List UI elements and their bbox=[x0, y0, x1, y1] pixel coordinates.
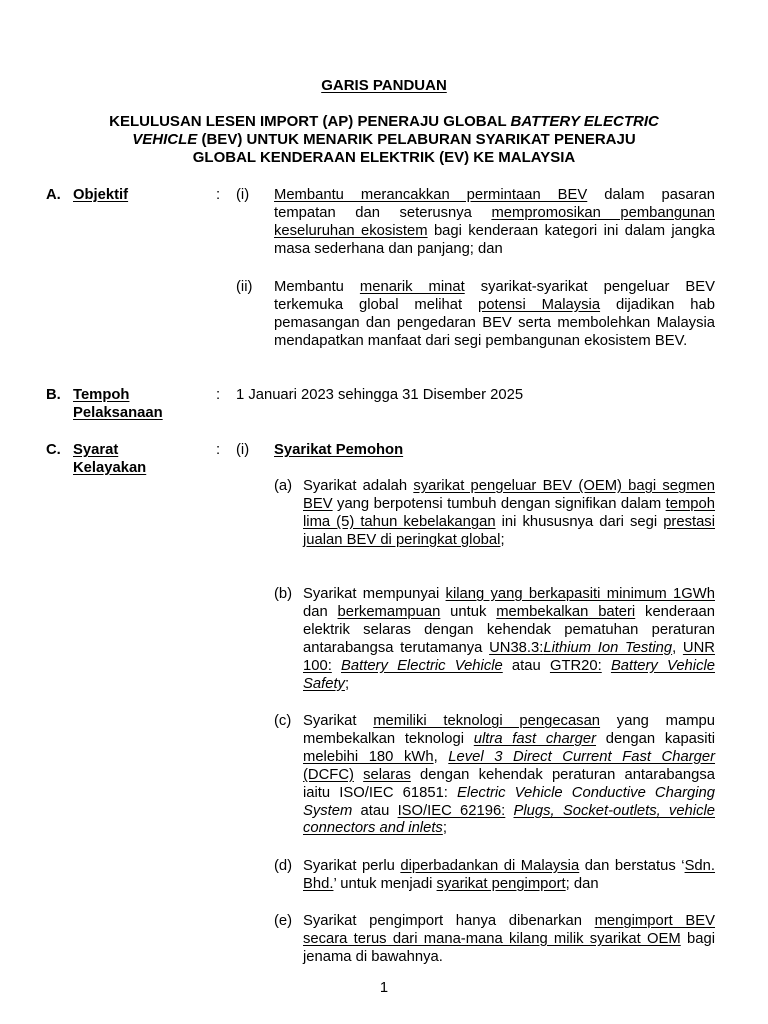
item-e-text: Syarikat pengimport hanya dibenarkan mengimport BEV secara terus dari mana-mana kilang milik syarikat OEM bagi jenama di bawahnya. bbox=[303, 913, 715, 965]
section-a-colon: : bbox=[216, 187, 221, 203]
item-b-label: (b) bbox=[274, 586, 293, 602]
item-a-label: (a) bbox=[274, 478, 293, 494]
section-a-heading: Objektif bbox=[73, 187, 129, 203]
document-subtitle: KELULUSAN LESEN IMPORT (AP) PENERAJU GLOBAL BATTERY ELECTRIC VEHICLE (BEV) UNTUK MENARIK PELABURAN SYARIKAT PENERAJU GLOBAL KENDERAAN ELEKTRIK (EV) KE MALAYSIA bbox=[109, 113, 659, 166]
section-c-heading: Syarat Kelayakan bbox=[73, 442, 147, 476]
section-c-i-heading: Syarikat Pemohon bbox=[274, 442, 404, 458]
item-d-text: Syarikat perlu diperbadankan di Malaysia dan berstatus ‘Sdn. Bhd.’ untuk menjadi syarikat pengimport; dan bbox=[303, 858, 716, 892]
section-b-letter: B. bbox=[46, 387, 61, 403]
item-c-label: (c) bbox=[274, 713, 292, 729]
document-title: GARIS PANDUAN bbox=[321, 77, 447, 94]
section-c-i-number: (i) bbox=[236, 442, 250, 458]
section-a-i-number: (i) bbox=[236, 187, 250, 203]
section-a-ii-text: Membantu menarik minat syarikat-syarikat pengeluar BEV terkemuka global melihat potensi Malaysia dijadikan hab pemasangan dan pengedaran BEV serta membolehkan Malaysia mendapatkan manfaat dari segi pembangunan ekosistem BEV. bbox=[274, 279, 716, 349]
section-a-ii-number: (ii) bbox=[236, 279, 253, 295]
section-b-heading: Tempoh Pelaksanaan bbox=[73, 387, 163, 421]
section-c-letter: C. bbox=[46, 442, 61, 458]
section-a-letter: A. bbox=[46, 187, 61, 203]
page-number: 1 bbox=[379, 980, 389, 996]
item-a-text: Syarikat adalah syarikat pengeluar BEV (OEM) bagi segmen BEV yang berpotensi tumbuh dengan signifikan dalam tempoh lima (5) tahun kebelakangan ini khususnya dari segi prestasi jualan BEV di peringkat global; bbox=[303, 478, 716, 548]
item-d-label: (d) bbox=[274, 858, 293, 874]
item-c-text: Syarikat memiliki teknologi pengecasan yang mampu membekalkan teknologi ultra fast charger dengan kapasiti melebihi 180 kWh, Level 3 Direct Current Fast Charger (DCFC) selaras dengan kehendak peraturan antarabangsa iaitu ISO/IEC 61851: Electric Vehicle Conductive Charging System atau ISO/IEC 62196: Plugs, Socket-outlets, vehicle connectors and inlets; bbox=[303, 713, 716, 837]
item-e-label: (e) bbox=[274, 913, 293, 929]
section-b-colon: : bbox=[216, 387, 221, 403]
section-c-colon: : bbox=[216, 442, 221, 458]
section-a-i-text: Membantu merancakkan permintaan BEV dalam pasaran tempatan dan seterusnya mempromosikan pembangunan keseluruhan ekosistem bagi kenderaan kategori ini dalam jangka masa sederhana dan panjang; dan bbox=[274, 187, 715, 257]
section-b-text: 1 Januari 2023 sehingga 31 Disember 2025 bbox=[236, 387, 524, 403]
item-b-text: Syarikat mempunyai kilang yang berkapasiti minimum 1GWh dan berkemampuan untuk membekalkan bateri kenderaan elektrik selaras dengan kehendak pematuhan peraturan antarabangsa terutamanya UN38.3:Lithium Ion Testing, UNR 100: Battery Electric Vehicle atau GTR20: Battery Vehicle Safety; bbox=[303, 586, 715, 692]
